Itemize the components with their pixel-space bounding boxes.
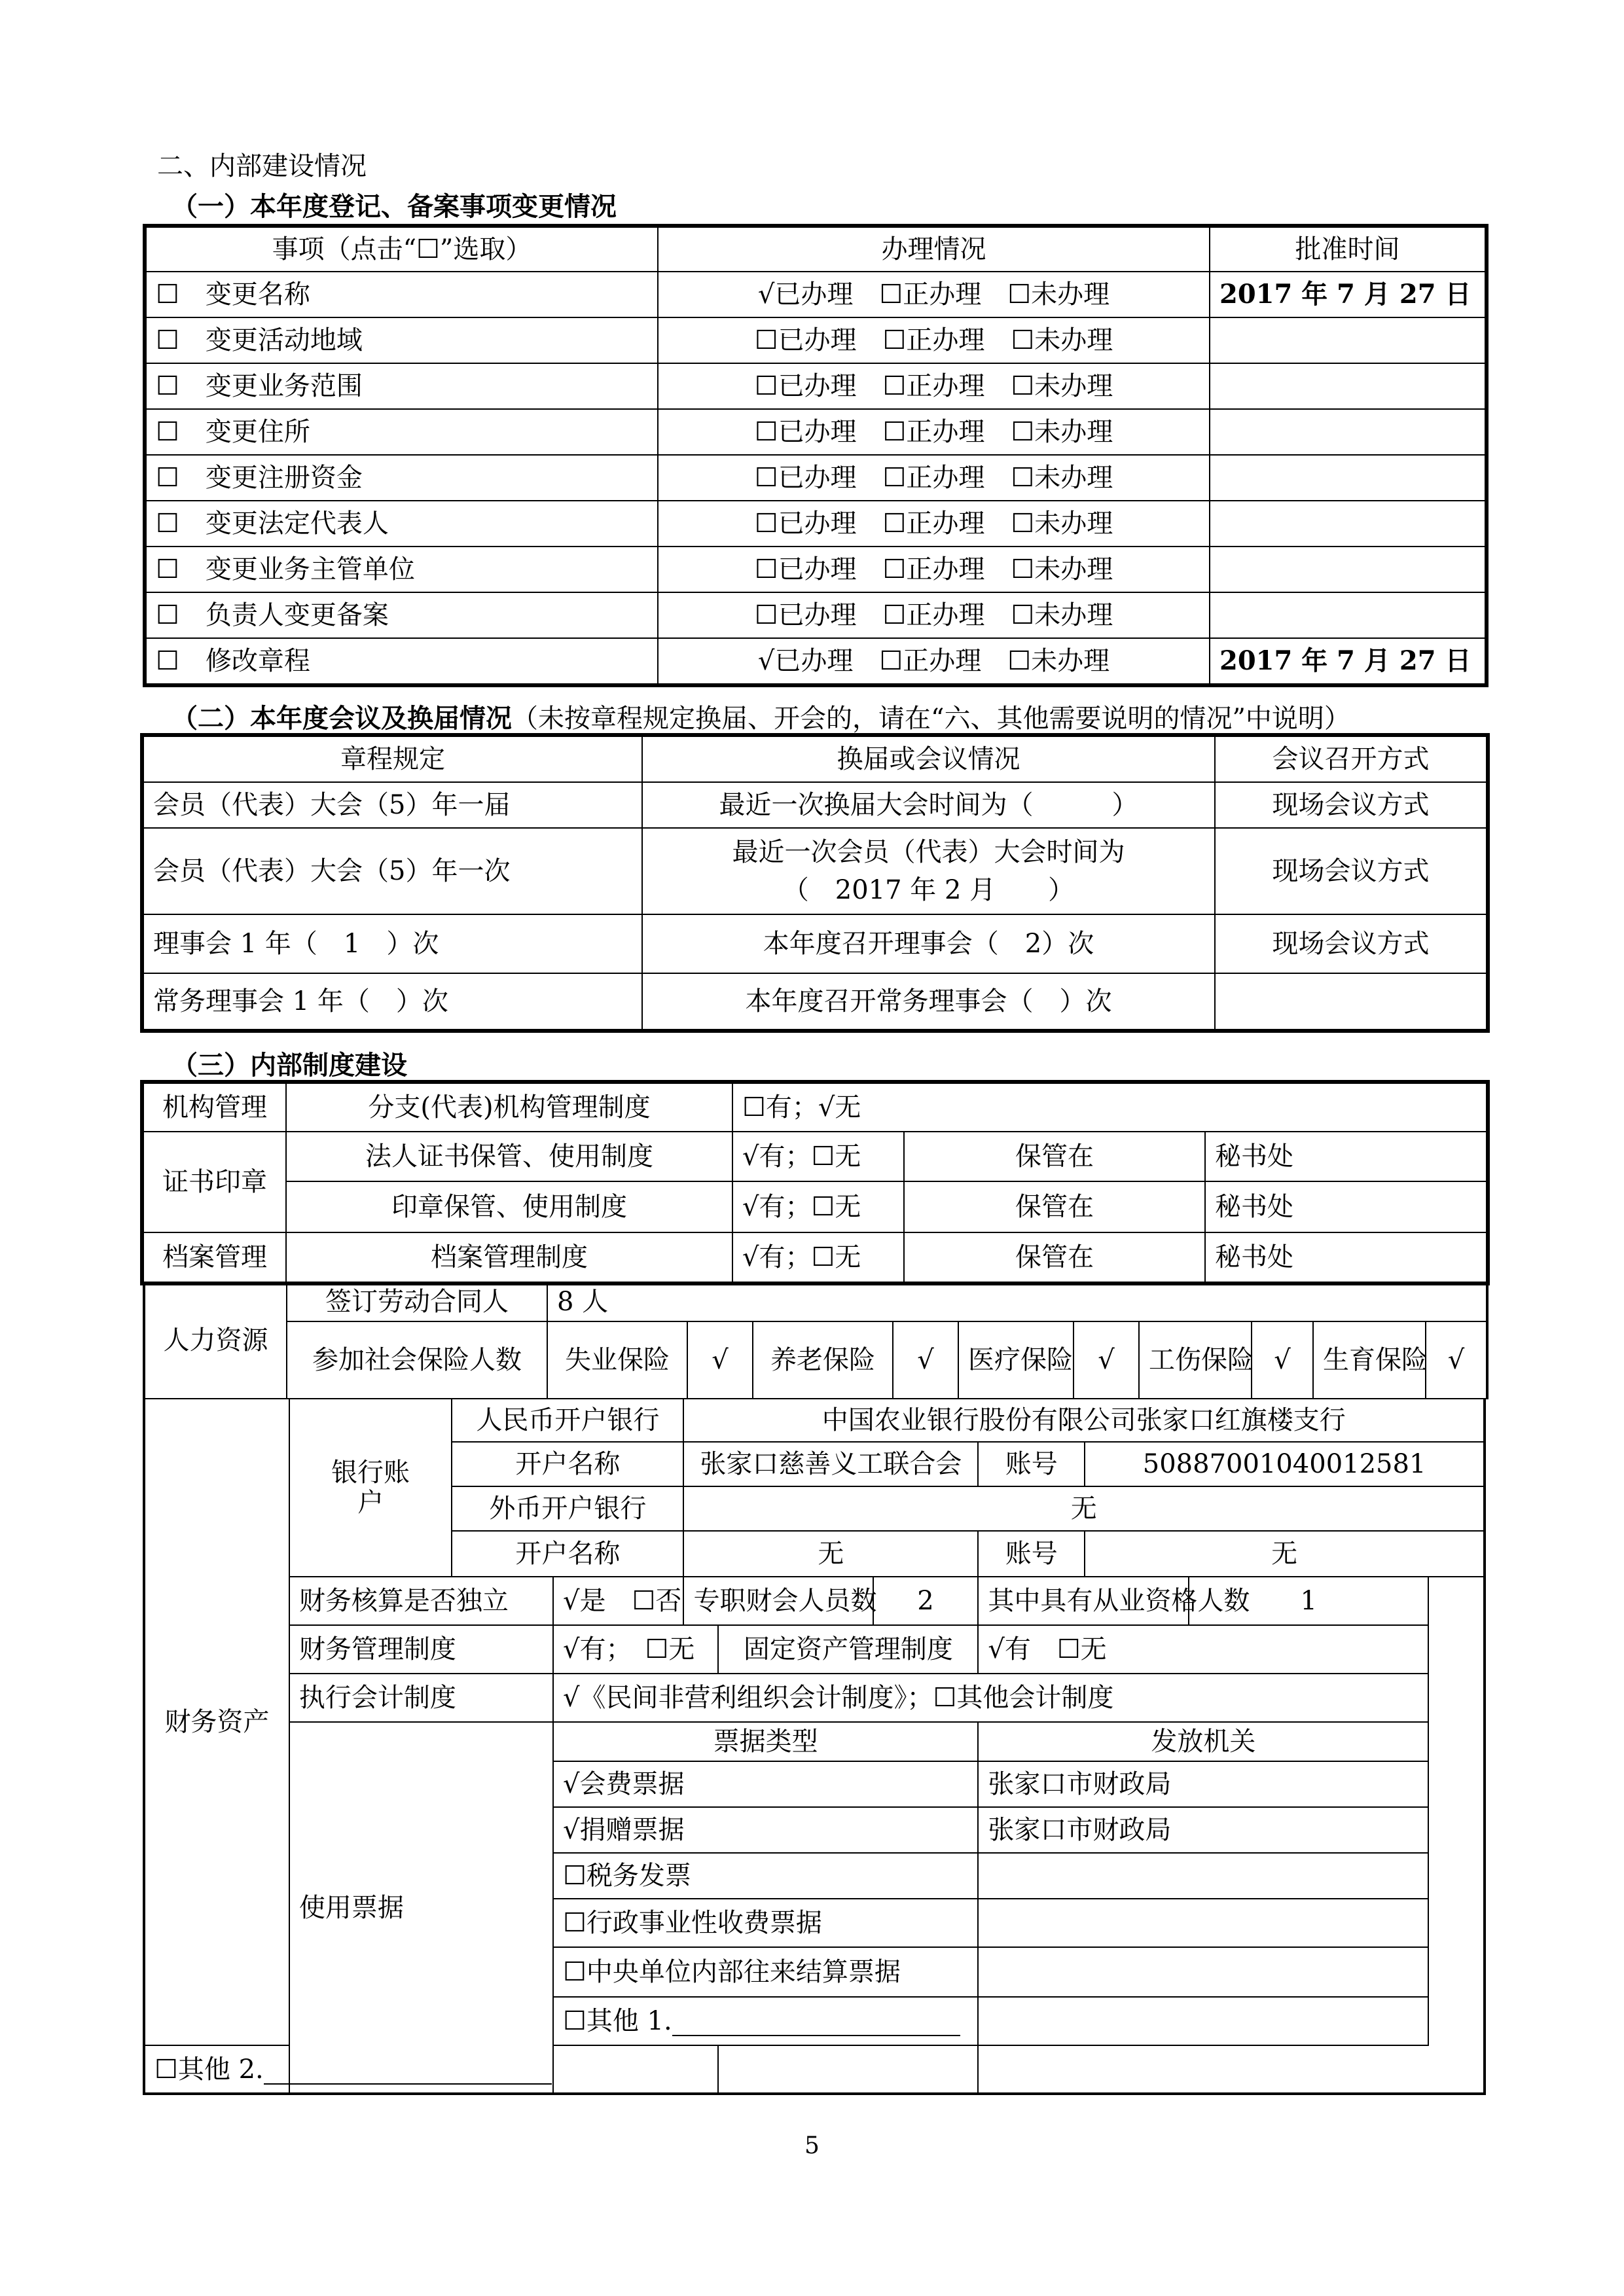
table-row — [144, 2045, 1485, 2094]
insurance-mark[interactable]: √ — [687, 1321, 753, 1399]
t2-header-mode: 会议召开方式 — [1215, 736, 1487, 782]
t2-heading — [171, 698, 1350, 735]
insurance-mark[interactable]: √ — [893, 1321, 958, 1399]
bill-issuer — [978, 1899, 1428, 1947]
bill-type[interactable]: √捐赠票据 — [553, 1807, 978, 1853]
approval-date — [1210, 363, 1485, 409]
fx-acct-name-label: 开户名称 — [452, 1531, 683, 1577]
meeting-info-line2: （ 2017 年 2 月 ） — [782, 875, 1075, 905]
meeting-mode — [1215, 973, 1487, 1030]
meeting-mode: 现场会议方式 — [1215, 914, 1487, 973]
bill-type[interactable]: √会费票据 — [553, 1761, 978, 1807]
fx-bank-label: 外币开户银行 — [452, 1486, 683, 1531]
status-options[interactable]: √已办理 ☐正办理 ☐未办理 — [658, 638, 1210, 684]
seal-place: 秘书处 — [1205, 1181, 1487, 1232]
table-row — [146, 272, 1485, 317]
bank-label: 银行账户 — [289, 1399, 452, 1577]
status-options[interactable]: √已办理 ☐正办理 ☐未办理 — [658, 272, 1210, 317]
hr-table — [143, 1282, 1489, 1399]
bills-header-issuer: 发放机关 — [978, 1722, 1428, 1761]
acct-name-value: 张家口慈善义工联合会 — [683, 1442, 978, 1486]
insurance-label: 参加社会保险人数 — [287, 1321, 547, 1399]
table-row — [146, 363, 1485, 409]
item-checkbox[interactable]: ☐ 变更法定代表人 — [146, 501, 658, 547]
bill-issuer — [718, 2045, 978, 2094]
item-checkbox[interactable]: ☐ 修改章程 — [146, 638, 658, 684]
cert-place: 秘书处 — [1205, 1132, 1487, 1181]
approval-date — [1210, 501, 1485, 547]
fx-acct-name-value: 无 — [683, 1531, 978, 1577]
meeting-info: 本年度召开理事会（ 2）次 — [642, 914, 1215, 973]
asset-label: 固定资产管理制度 — [718, 1625, 978, 1674]
cert-value[interactable]: √有；☐无 — [732, 1132, 904, 1181]
archive-keep: 保管在 — [904, 1232, 1205, 1282]
other1-blank[interactable] — [672, 2013, 960, 2036]
qual-value: 1 — [1189, 1577, 1428, 1625]
item-checkbox[interactable]: ☐ 负责人变更备案 — [146, 592, 658, 638]
cert-label: 证书印章 — [143, 1132, 286, 1232]
table-row — [146, 317, 1485, 363]
indep-value[interactable]: √是 ☐否 — [553, 1577, 684, 1625]
fx-acct-no-value: 无 — [1085, 1531, 1485, 1577]
table-row — [146, 501, 1485, 547]
bill-type[interactable]: ☐中央单位内部往来结算票据 — [553, 1947, 978, 1997]
bill-type-other2-label: ☐其他 2. — [154, 2054, 264, 2085]
t1-header-item: 事项（点击“☐”选取） — [146, 227, 658, 272]
bills-label: 使用票据 — [289, 1722, 553, 2094]
rule-cell: 会员（代表）大会（5）年一次 — [143, 828, 642, 914]
archive-value[interactable]: √有；☐无 — [732, 1232, 904, 1282]
approval-date: 2017 年 7 月 27 日 — [1210, 272, 1485, 317]
bill-issuer — [978, 1997, 1428, 2045]
meeting-info — [642, 828, 1215, 914]
cert-item: 法人证书保管、使用制度 — [286, 1132, 732, 1181]
meeting-mode: 现场会议方式 — [1215, 828, 1487, 914]
item-checkbox[interactable]: ☐ 变更业务范围 — [146, 363, 658, 409]
acct-name-label: 开户名称 — [452, 1442, 683, 1486]
staff-label: 专职财会人员数 — [683, 1577, 873, 1625]
acct-sys-label: 执行会计制度 — [289, 1674, 553, 1722]
meeting-mode: 现场会议方式 — [1215, 782, 1487, 828]
rule-cell: 理事会 1 年（ 1 ）次 — [143, 914, 642, 973]
finance-table — [143, 1398, 1486, 2095]
meeting-info-line1: 最近一次会员（代表）大会时间为 — [732, 837, 1125, 867]
archive-item: 档案管理制度 — [286, 1232, 732, 1282]
t2-header-info: 换届或会议情况 — [642, 736, 1215, 782]
bill-type-other1-label: ☐其他 1. — [562, 2006, 672, 2036]
table-row — [143, 828, 1487, 914]
fx-bank-value: 无 — [683, 1486, 1485, 1531]
contract-value: 8 人 — [547, 1282, 1487, 1321]
item-checkbox[interactable]: ☐ 变更活动地域 — [146, 317, 658, 363]
acct-no-value: 50887001040012581 — [1085, 1442, 1485, 1486]
t2-header-rule: 章程规定 — [143, 736, 642, 782]
status-options[interactable]: ☐已办理 ☐正办理 ☐未办理 — [658, 501, 1210, 547]
insurance-name: 医疗保险 — [958, 1321, 1074, 1399]
bills-header-type: 票据类型 — [553, 1722, 978, 1761]
insurance-mark[interactable]: √ — [1252, 1321, 1313, 1399]
org-label: 机构管理 — [143, 1083, 286, 1132]
approval-date — [1210, 409, 1485, 455]
item-checkbox[interactable]: ☐ 变更业务主管单位 — [146, 547, 658, 592]
table-row — [146, 409, 1485, 455]
mgmt-value[interactable]: √有； ☐无 — [553, 1625, 718, 1674]
staff-value: 2 — [873, 1577, 979, 1625]
internal-system-table — [143, 1083, 1487, 1283]
status-options[interactable]: ☐已办理 ☐正办理 ☐未办理 — [658, 547, 1210, 592]
org-value[interactable]: ☐有；√无 — [732, 1083, 1487, 1132]
bill-issuer — [978, 1947, 1428, 1997]
t3-heading: （三）内部制度建设 — [171, 1050, 407, 1081]
approval-date — [1210, 455, 1485, 501]
approval-date — [1210, 317, 1485, 363]
rmb-bank-label: 人民币开户银行 — [452, 1399, 683, 1442]
seal-keep: 保管在 — [904, 1181, 1205, 1232]
status-options[interactable]: ☐已办理 ☐正办理 ☐未办理 — [658, 455, 1210, 501]
contract-label: 签订劳动合同人 — [287, 1282, 547, 1321]
insurance-name: 工伤保险 — [1139, 1321, 1252, 1399]
cert-keep: 保管在 — [904, 1132, 1205, 1181]
seal-item: 印章保管、使用制度 — [286, 1181, 732, 1232]
meeting-info: 最近一次换届大会时间为（ ） — [642, 782, 1215, 828]
status-options[interactable]: ☐已办理 ☐正办理 ☐未办理 — [658, 363, 1210, 409]
table-row — [146, 592, 1485, 638]
bill-issuer: 张家口市财政局 — [978, 1807, 1428, 1853]
insurance-mark[interactable]: √ — [1426, 1321, 1487, 1399]
rule-cell: 会员（代表）大会（5）年一届 — [143, 782, 642, 828]
asset-value[interactable]: √有 ☐无 — [978, 1625, 1428, 1674]
table-row — [146, 547, 1485, 592]
archive-label: 档案管理 — [143, 1232, 286, 1282]
registration-change-table — [145, 226, 1486, 685]
bill-issuer: 张家口市财政局 — [978, 1761, 1428, 1807]
seal-value[interactable]: √有；☐无 — [732, 1181, 904, 1232]
indep-label: 财务核算是否独立 — [289, 1577, 553, 1625]
bill-type[interactable]: ☐税务发票 — [553, 1853, 978, 1899]
approval-date — [1210, 547, 1485, 592]
insurance-name: 失业保险 — [547, 1321, 687, 1399]
item-checkbox[interactable]: ☐ 变更住所 — [146, 409, 658, 455]
status-options[interactable]: ☐已办理 ☐正办理 ☐未办理 — [658, 409, 1210, 455]
archive-place: 秘书处 — [1205, 1232, 1487, 1282]
hr-label: 人力资源 — [144, 1282, 287, 1399]
bill-type[interactable]: ☐行政事业性收费票据 — [553, 1899, 978, 1947]
meeting-table — [143, 736, 1487, 1030]
other2-blank[interactable] — [264, 2061, 552, 2085]
status-options[interactable]: ☐已办理 ☐正办理 ☐未办理 — [658, 592, 1210, 638]
fx-acct-no-label: 账号 — [978, 1531, 1085, 1577]
item-checkbox[interactable]: ☐ 变更名称 — [146, 272, 658, 317]
mgmt-label: 财务管理制度 — [289, 1625, 553, 1674]
t2-heading-title: （二）本年度会议及换届情况 — [171, 703, 512, 734]
acct-sys-value[interactable]: √《民间非营利组织会计制度》；☐其他会计制度 — [553, 1674, 1428, 1722]
bill-issuer — [978, 1853, 1428, 1899]
table-row — [143, 973, 1487, 1030]
bill-type-other[interactable] — [144, 2045, 718, 2094]
insurance-name: 生育保险 — [1313, 1321, 1426, 1399]
insurance-name: 养老保险 — [753, 1321, 893, 1399]
t1-heading: （一）本年度登记、备案事项变更情况 — [171, 191, 617, 222]
section-title: 二、内部建设情况 — [157, 151, 367, 181]
table-row — [146, 455, 1485, 501]
table-row — [146, 638, 1485, 684]
rule-cell: 常务理事会 1 年（ ）次 — [143, 973, 642, 1030]
meeting-info: 本年度召开常务理事会（ ）次 — [642, 973, 1215, 1030]
page-number: 5 — [804, 2132, 820, 2159]
t1-header-status: 办理情况 — [658, 227, 1210, 272]
item-checkbox[interactable]: ☐ 变更注册资金 — [146, 455, 658, 501]
table-row — [143, 914, 1487, 973]
qual-label: 其中具有从业资格人数 — [978, 1577, 1189, 1625]
org-item: 分支(代表)机构管理制度 — [286, 1083, 732, 1132]
bill-type-other[interactable] — [553, 1997, 978, 2045]
approval-date: 2017 年 7 月 27 日 — [1210, 638, 1485, 684]
approval-date — [1210, 592, 1485, 638]
t1-header-date: 批准时间 — [1210, 227, 1485, 272]
table-row — [143, 782, 1487, 828]
rmb-bank-value: 中国农业银行股份有限公司张家口红旗楼支行 — [683, 1399, 1485, 1442]
insurance-mark[interactable]: √ — [1074, 1321, 1139, 1399]
acct-no-label: 账号 — [978, 1442, 1085, 1486]
status-options[interactable]: ☐已办理 ☐正办理 ☐未办理 — [658, 317, 1210, 363]
t2-heading-note: （未按章程规定换届、开会的，请在“六、其他需要说明的情况”中说明） — [512, 704, 1350, 734]
finance-label: 财务资产 — [144, 1399, 289, 2045]
